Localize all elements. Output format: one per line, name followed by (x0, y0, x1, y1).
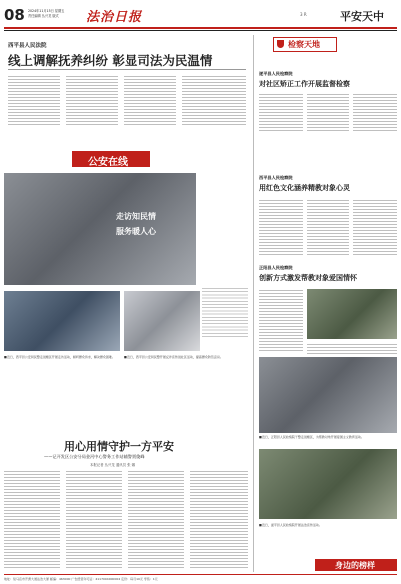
feature-col-2 (66, 470, 122, 570)
date-line: 2024年11月15日 星期五 (28, 9, 65, 13)
lower-photo-left (4, 291, 120, 351)
column-divider (253, 35, 254, 572)
story-3-col-2 (307, 343, 397, 355)
overlay-line-2: 服务暖人心 (116, 226, 156, 236)
story-3-kicker: 正阳县人民检察院 (259, 265, 293, 270)
story-2-col-1 (259, 199, 303, 255)
kicker: 西平县人民法院 (8, 43, 47, 49)
photo-side-text (202, 287, 248, 339)
right-photo-caption: ■近日，正阳县人民检察院干警走进辖区，为帮教对象开展爱国主义教育活动。 (259, 435, 364, 439)
feature-headline: 用心用情守护一方平安 (64, 440, 174, 453)
caption-right: ■近日，西平县公安局民警开展反诈宣传进社区活动，提高群众防范意识。 (124, 355, 223, 359)
feature-col-3 (128, 470, 184, 570)
story-2-col-3 (353, 199, 397, 255)
page-number: 08 (4, 6, 25, 24)
right-photo-large (259, 357, 397, 433)
story-3-photo (307, 289, 397, 339)
right-column (257, 35, 398, 572)
section-label: 检察天地 (288, 39, 320, 49)
footer-rule (4, 574, 397, 575)
editor-line: 责任编辑 丛兴龙 版式 (28, 14, 59, 18)
page-id: 3 R (300, 12, 307, 17)
lead-body-col-3 (124, 75, 176, 125)
header-rule (4, 27, 397, 29)
section-banner (72, 151, 150, 167)
lead-story (4, 35, 250, 429)
photo-overlay-title (116, 211, 186, 237)
lower-photo-right (124, 291, 200, 351)
right-photo-small (259, 449, 397, 519)
footer-banner (315, 559, 397, 571)
lead-body-col-2 (66, 75, 118, 125)
feature-col-4 (190, 470, 248, 570)
header-rule-thin (4, 30, 397, 31)
story-1-col-3 (353, 93, 397, 133)
lead-photo (4, 173, 196, 285)
story-1-headline: 对社区矫正工作开展监督检察 (259, 79, 350, 88)
lead-headline: 线上调解抚养纠纷 彰显司法为民温情 (8, 53, 213, 68)
caption-left: ■近日，西平县公安局民警走进辖区开展走访活动，倾听群众诉求，解决群众困难。 (4, 355, 115, 359)
story-1-col-2 (307, 93, 349, 133)
feature-story (4, 436, 250, 572)
story-2-col-2 (307, 199, 349, 255)
feature-subheadline: ——记开发区公安分局金河中心警务工作站辅警贾俊峰 (44, 454, 145, 459)
section-label-box (273, 37, 337, 52)
story-2-headline: 用红色文化涵养精教对象心灵 (259, 183, 350, 192)
section-title: 平安天中 (340, 10, 384, 23)
footer-banner-label: 身边的榜样 (335, 561, 375, 570)
lead-body-col-1 (8, 75, 60, 125)
feature-byline: 本报记者 丛兴龙 通讯员 张 娜 (90, 463, 135, 467)
banner-label: 公安在线 (88, 157, 128, 168)
shield-icon (277, 40, 284, 48)
feature-col-1 (4, 470, 60, 570)
overlay-line-1: 走访知民情 (116, 211, 156, 221)
story-2-kicker: 西平县人民检察院 (259, 175, 293, 180)
story-3-col-1 (259, 289, 303, 353)
newspaper-logo: 法治日报 (86, 10, 143, 25)
page-header (4, 4, 397, 28)
story-3-headline: 创新方式激发帮教对象爱国情怀 (259, 273, 357, 282)
footer-address: 地址：驻马店市开源大道法治大厦 邮编：463000 广告经营许可证：4117004000004 定价：每月10元 零售：1元 (4, 577, 158, 581)
bottom-caption: ■近日，遂平县人民检察院开展法治宣传活动。 (259, 523, 322, 527)
lead-body-col-4 (182, 75, 246, 125)
story-1-kicker: 遂平县人民检察院 (259, 71, 293, 76)
headline-rule (8, 69, 246, 70)
story-1-col-1 (259, 93, 303, 133)
